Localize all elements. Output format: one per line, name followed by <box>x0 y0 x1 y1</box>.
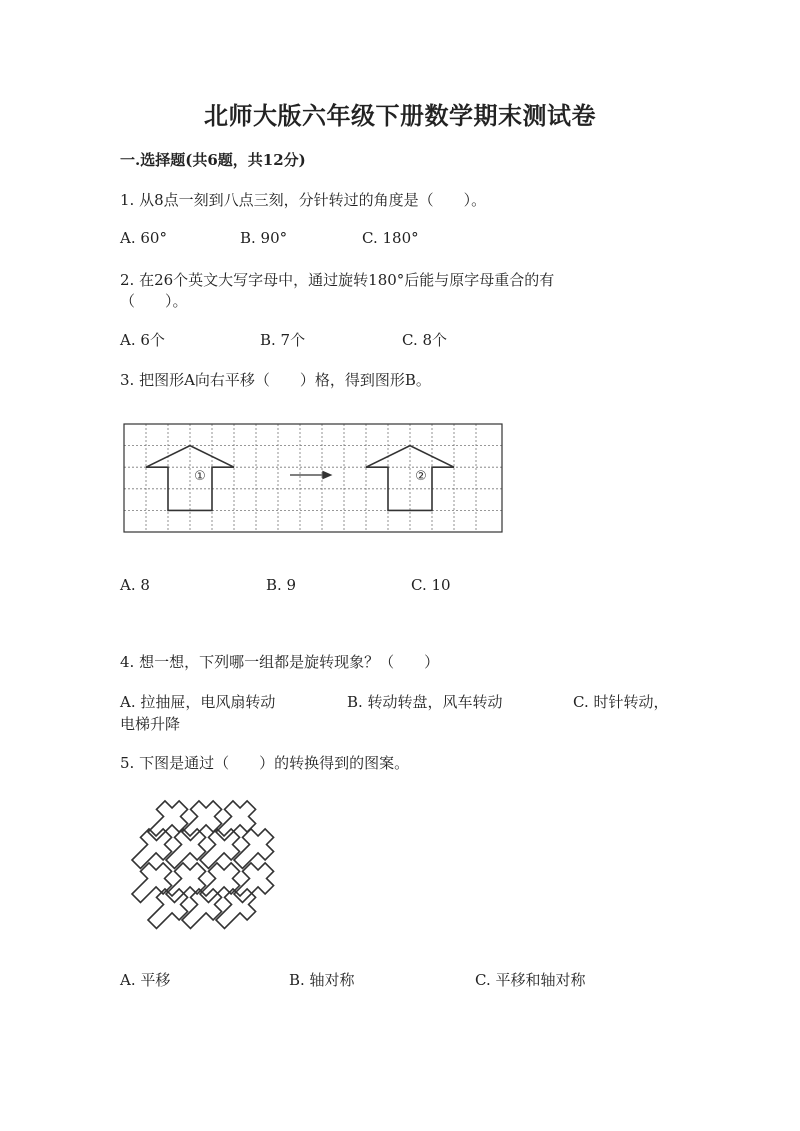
translation-arrow <box>290 472 331 479</box>
shape-b-label: ② <box>415 469 427 484</box>
tessellation-pattern-figure <box>120 802 272 926</box>
grid-border <box>124 424 502 532</box>
question-1-option-b: B. 90° <box>240 229 288 247</box>
question-5-option-a: A. 平移 <box>120 971 171 989</box>
question-3-stem: 3. 把图形A向右平移（ ）格，得到图形B。 <box>120 371 431 389</box>
question-2-stem-continued: （ ）。 <box>120 292 188 310</box>
question-5-option-b: B. 轴对称 <box>289 971 355 989</box>
question-5-option-c: C. 平移和轴对称 <box>475 971 586 989</box>
question-2-option-b: B. 7个 <box>260 331 306 349</box>
question-1-option-a: A. 60° <box>120 229 167 247</box>
section-heading: 一.选择题(共6题，共12分) <box>120 151 306 169</box>
grid-dotted-lines <box>124 424 502 532</box>
question-4-stem: 4. 想一想，下列哪一组都是旋转现象？（ ） <box>120 653 440 671</box>
translation-grid-figure <box>124 424 502 532</box>
question-2-option-c: C. 8个 <box>402 331 448 349</box>
question-4-option-c: C. 时针转动， <box>573 693 669 711</box>
question-1-stem: 1. 从8点一刻到八点三刻，分针转过的角度是（ ）。 <box>120 191 487 209</box>
question-3-option-c: C. 10 <box>411 576 451 594</box>
document-title: 北师大版六年级下册数学期末测试卷 <box>204 101 596 130</box>
question-1-option-c: C. 180° <box>362 229 419 247</box>
shape-a-label: ① <box>194 469 206 484</box>
question-2-stem: 2. 在26个英文大写字母中，通过旋转180°后能与原字母重合的有 <box>120 271 555 289</box>
question-2-option-a: A. 6个 <box>120 331 165 349</box>
question-3-option-b: B. 9 <box>266 576 297 594</box>
pattern-tiles <box>125 794 281 936</box>
question-5-stem: 5. 下图是通过（ ）的转换得到的图案。 <box>120 754 410 772</box>
question-4-option-b: B. 转动转盘，风车转动 <box>347 693 503 711</box>
question-3-option-a: A. 8 <box>120 576 150 594</box>
question-4-option-a: A. 拉抽屉，电风扇转动 <box>120 693 276 711</box>
question-4-option-c-continued: 电梯升降 <box>120 715 181 733</box>
